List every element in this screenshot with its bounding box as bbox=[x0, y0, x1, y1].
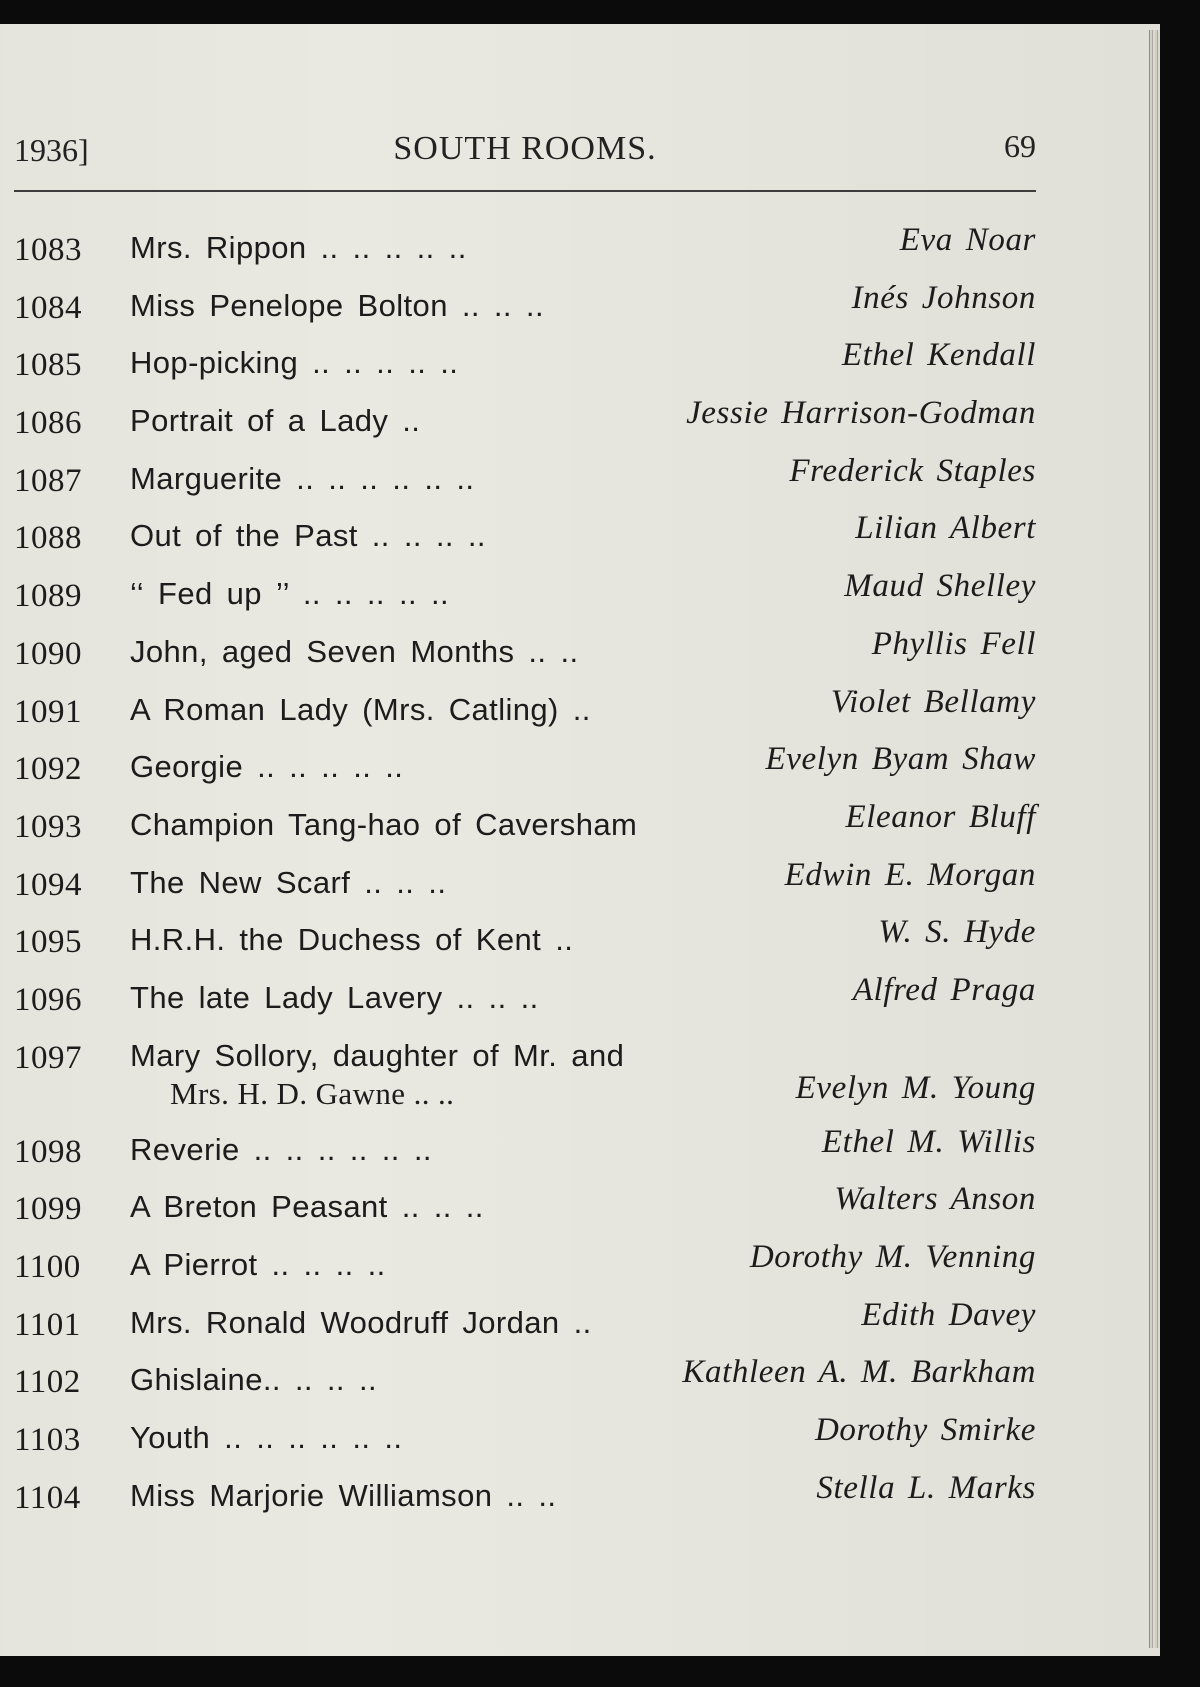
entry-artist: Stella L. Marks bbox=[816, 1469, 1036, 1506]
entry-number: 1091 bbox=[14, 693, 82, 730]
catalogue-entry bbox=[14, 1470, 1036, 1528]
entry-artist: Edith Davey bbox=[861, 1296, 1036, 1333]
entry-title: Miss Marjorie Williamson .. .. bbox=[130, 1477, 557, 1513]
entry-title: Marguerite .. .. .. .. .. .. bbox=[130, 460, 475, 496]
catalogue-entry bbox=[14, 1354, 1036, 1412]
entry-artist: Inés Johnson bbox=[851, 279, 1036, 316]
entry-title: Reverie .. .. .. .. .. .. bbox=[130, 1131, 432, 1167]
entry-number: 1087 bbox=[14, 462, 82, 499]
entry-number: 1093 bbox=[14, 808, 82, 845]
entry-number: 1086 bbox=[14, 405, 82, 442]
entry-title-continuation: Mrs. H. D. Gawne .. .. bbox=[170, 1075, 455, 1111]
entry-artist: Phyllis Fell bbox=[871, 625, 1036, 662]
entry-number: 1097 bbox=[14, 1039, 82, 1076]
entry-artist: Dorothy M. Venning bbox=[749, 1239, 1036, 1275]
entry-artist: Ethel M. Willis bbox=[821, 1123, 1036, 1160]
entry-artist: Dorothy Smirke bbox=[814, 1412, 1036, 1449]
entry-artist: Frederick Staples bbox=[789, 452, 1036, 489]
entry-title: The late Lady Lavery .. .. .. bbox=[130, 979, 539, 1015]
catalogue-entry bbox=[14, 1181, 1036, 1239]
entry-number: 1092 bbox=[14, 751, 82, 788]
entry-title: A Pierrot .. .. .. .. bbox=[130, 1247, 386, 1282]
entry-number: 1089 bbox=[14, 578, 82, 615]
catalogue-entry bbox=[14, 684, 1036, 742]
entry-artist: Violet Bellamy bbox=[830, 683, 1036, 720]
running-head bbox=[14, 124, 1036, 174]
entry-title: H.R.H. the Duchess of Kent .. bbox=[130, 922, 574, 958]
entry-artist: Lilian Albert bbox=[855, 510, 1036, 547]
page-edge bbox=[1149, 30, 1160, 1648]
entry-title: The New Scarf .. .. .. bbox=[130, 864, 447, 900]
entry-title: John, aged Seven Months .. .. bbox=[130, 633, 579, 669]
entry-number: 1102 bbox=[14, 1364, 81, 1401]
running-head-title: SOUTH ROOMS. bbox=[393, 130, 657, 167]
catalogue-entry bbox=[14, 280, 1036, 338]
catalogue-entry bbox=[14, 1239, 1036, 1297]
entry-title: Mary Sollory, daughter of Mr. and bbox=[130, 1037, 625, 1073]
entry-artist: Edwin E. Morgan bbox=[784, 856, 1036, 893]
catalogue-entry bbox=[14, 626, 1036, 684]
entry-number: 1100 bbox=[14, 1249, 81, 1285]
entry-number: 1104 bbox=[14, 1479, 81, 1516]
entry-title: Georgie .. .. .. .. .. bbox=[130, 749, 404, 785]
catalogue-entry bbox=[14, 568, 1036, 626]
entry-title: Mrs. Ronald Woodruff Jordan .. bbox=[130, 1304, 592, 1340]
catalogue-entry bbox=[14, 1412, 1036, 1470]
entry-number: 1095 bbox=[14, 924, 82, 961]
catalogue-list bbox=[14, 222, 1036, 1527]
entry-number: 1085 bbox=[14, 347, 82, 384]
entry-title: ‘‘ Fed up ’’ .. .. .. .. .. bbox=[130, 576, 450, 612]
entry-number: 1094 bbox=[14, 866, 82, 903]
entry-artist: Eva Noar bbox=[899, 222, 1036, 258]
entry-number: 1099 bbox=[14, 1191, 82, 1228]
entry-title: Out of the Past .. .. .. .. bbox=[130, 518, 486, 554]
entry-title: A Roman Lady (Mrs. Catling) .. bbox=[130, 691, 591, 727]
entry-number: 1090 bbox=[14, 635, 82, 672]
entry-artist: W. S. Hyde bbox=[878, 914, 1036, 951]
catalogue-entry bbox=[14, 972, 1036, 1030]
entry-number: 1101 bbox=[14, 1306, 81, 1343]
entry-title: Portrait of a Lady .. bbox=[130, 403, 421, 439]
entry-number: 1103 bbox=[14, 1422, 81, 1459]
catalogue-entry bbox=[14, 453, 1036, 511]
entry-artist: Alfred Praga bbox=[852, 971, 1036, 1008]
catalogue-entry bbox=[14, 914, 1036, 972]
catalogue-entry bbox=[14, 395, 1036, 453]
catalogue-entry bbox=[14, 1297, 1036, 1355]
entry-artist: Ethel Kendall bbox=[841, 337, 1036, 374]
entry-artist: Maud Shelley bbox=[844, 568, 1036, 605]
entry-title: Mrs. Rippon .. .. .. .. .. bbox=[130, 230, 467, 265]
entry-artist: Walters Anson bbox=[834, 1181, 1036, 1218]
entry-number: 1096 bbox=[14, 981, 82, 1018]
entry-artist: Evelyn M. Young bbox=[795, 1069, 1036, 1106]
running-head-year: 1936] bbox=[14, 132, 89, 168]
entry-number: 1098 bbox=[14, 1133, 82, 1170]
catalogue-entry bbox=[14, 799, 1036, 857]
entry-artist: Kathleen A. M. Barkham bbox=[682, 1354, 1036, 1391]
entry-number: 1088 bbox=[14, 520, 82, 557]
catalogue-entry bbox=[14, 510, 1036, 568]
catalogue-entry bbox=[14, 741, 1036, 799]
entry-title: Hop-picking .. .. .. .. .. bbox=[130, 345, 459, 381]
catalogue-entry bbox=[14, 337, 1036, 395]
page-number: 69 bbox=[1004, 128, 1036, 164]
entry-title: A Breton Peasant .. .. .. bbox=[130, 1189, 484, 1225]
catalogue-entry bbox=[14, 1030, 1036, 1124]
entry-number: 1084 bbox=[14, 289, 82, 326]
entry-artist: Eleanor Bluff bbox=[845, 798, 1036, 835]
entry-artist: Evelyn Byam Shaw bbox=[765, 741, 1036, 778]
catalogue-entry bbox=[14, 1124, 1036, 1182]
entry-artist: Jessie Harrison-Godman bbox=[686, 395, 1036, 432]
entry-title: Miss Penelope Bolton .. .. .. bbox=[130, 287, 544, 323]
catalogue-entry bbox=[14, 222, 1036, 280]
catalogue-entry bbox=[14, 857, 1036, 915]
entry-title: Champion Tang-hao of Caversham bbox=[130, 806, 638, 842]
entry-title: Ghislaine.. .. .. .. bbox=[130, 1362, 377, 1398]
header-rule bbox=[14, 190, 1036, 192]
entry-number: 1083 bbox=[14, 232, 82, 268]
entry-title: Youth .. .. .. .. .. .. bbox=[130, 1420, 403, 1456]
